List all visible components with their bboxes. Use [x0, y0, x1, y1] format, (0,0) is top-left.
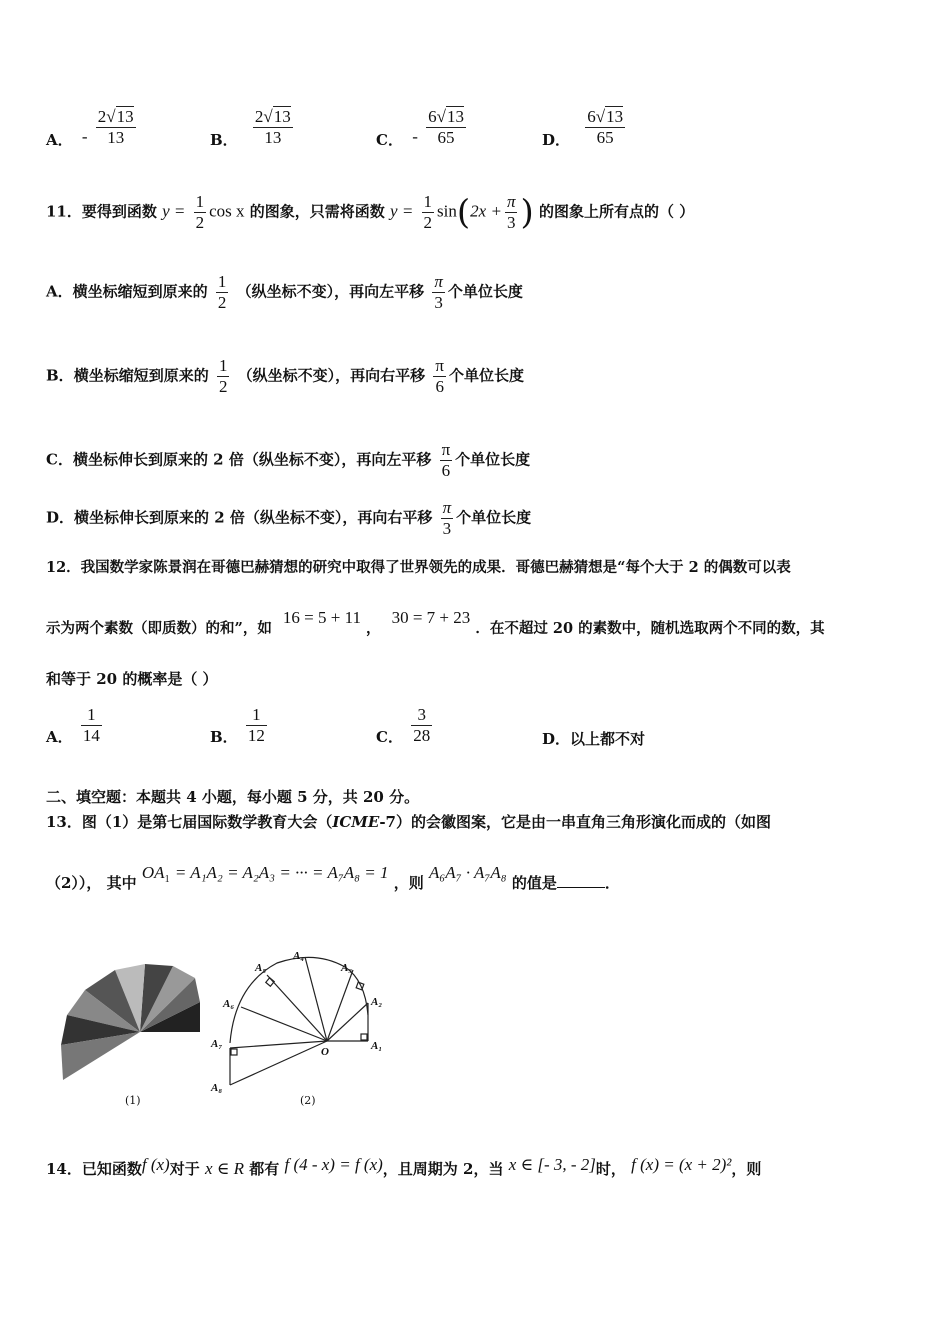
- q14-text-6: ，则: [731, 1160, 762, 1178]
- option-label: B．: [210, 727, 238, 746]
- label-a8: A₈: [211, 1082, 223, 1094]
- q11-stem: 11．要得到函数 y = $\frac{1}{2}$ cos x 的图象，只需将函数 y = $\frac{1}{2}$ sin(2x + $\frac{\pi}{3}$ ) 的图象上所有点的（ ）: [46, 192, 695, 233]
- q14-def: f (x) = (x + 2)²: [631, 1155, 732, 1174]
- denominator: 13: [264, 128, 282, 147]
- denominator: 2: [218, 377, 228, 396]
- q12-option-d: [542, 728, 645, 749]
- option-fraction: $\frac{2√13}{13}$: [97, 107, 134, 147]
- option-fraction: $\frac{2√13}{13}$: [254, 107, 291, 147]
- numerator: π: [442, 498, 452, 517]
- q11-func1-lhs: y =: [162, 201, 186, 221]
- option-fraction: [411, 705, 432, 746]
- numerator: 1: [423, 192, 433, 211]
- numerator: π: [441, 440, 451, 459]
- q12-line3: 和等于 20 的概率是（ ）: [46, 670, 218, 688]
- q13-line2-d: ．: [604, 874, 620, 892]
- denominator: 3: [442, 519, 452, 538]
- q10-option-d: [542, 107, 628, 148]
- denominator: 6: [441, 461, 451, 480]
- q12-eq2: 30 = 7 + 23: [391, 608, 471, 627]
- option-fraction: $\frac{6√13}{65}$: [587, 107, 624, 147]
- label-a6: A₆: [223, 998, 235, 1010]
- option-text-a: 横坐标缩短到原来的: [73, 366, 209, 385]
- q11-stem-c: 的图象上所有点的（ ）: [538, 202, 695, 221]
- option-text-a: 横坐标伸长到原来的 2 倍（纵坐标不变），再向左平移: [72, 450, 432, 469]
- q13-line1-a: 13．图（1）是第七届国际数学教育大会（: [46, 813, 333, 831]
- q12-line2-b: ．在不超过 20 的素数中，随机选取两个不同的数，其: [475, 620, 825, 637]
- q12-option-c: [376, 705, 435, 746]
- option-shift-fraction: [441, 498, 454, 539]
- numerator: 1: [195, 192, 205, 211]
- denominator: 2: [195, 213, 205, 232]
- label-a2: A₂: [371, 996, 383, 1008]
- denominator: 65: [596, 128, 614, 147]
- option-text-a: 横坐标缩短到原来的: [72, 282, 208, 301]
- option-text-c: 个单位长度: [455, 450, 531, 469]
- option-fraction: [217, 356, 230, 397]
- q13-eq-oa: OA: [141, 863, 165, 882]
- q14-xinr: x ∈ R: [204, 1159, 244, 1178]
- q13-line2: （2））， 其中 $OA_1 = A_1A_2 = A_2A_3$ = ··· = A₇A₈ = 1 ，则 A₆A₇ · A₇A₈ 的值是 ．: [46, 863, 620, 892]
- q12-line2: [46, 607, 825, 637]
- radicand: 13: [606, 107, 624, 126]
- option-shift-fraction: [432, 272, 445, 313]
- option-shift-fraction: [433, 356, 446, 397]
- q10-option-a: [46, 107, 139, 148]
- segment-o-a8: [230, 1041, 327, 1085]
- q12-option-a: [46, 705, 105, 746]
- q12-comma: ，: [366, 620, 381, 637]
- radicand: 13: [273, 107, 291, 126]
- q11-option-d: [46, 498, 531, 539]
- q14-text-5: 时，: [595, 1160, 626, 1178]
- coef: 6: [428, 107, 437, 126]
- label-o: O: [321, 1046, 329, 1058]
- q13-line1: [46, 811, 771, 832]
- option-fraction: [216, 272, 229, 313]
- right-angle-mark: [356, 982, 364, 990]
- q12-line2-a: 示为两个素数（即质数）的和”，如: [46, 620, 272, 637]
- option-fraction: [246, 705, 267, 746]
- q14-fx: f (x): [141, 1155, 170, 1174]
- q11-option-a: [46, 272, 523, 313]
- q11-func2-inner: 2x +: [470, 201, 502, 221]
- option-fraction: $\frac{6√13}{65}$: [428, 107, 464, 147]
- coef: 2: [97, 107, 107, 126]
- q14-domain: x ∈ [- 3, - 2]: [508, 1155, 596, 1174]
- denominator: 14: [82, 726, 100, 745]
- label-a4: A₄: [293, 950, 305, 962]
- option-text-b: （纵坐标不变），再向左平移: [236, 282, 425, 301]
- option-label: B．: [46, 366, 74, 385]
- denominator: 28: [413, 726, 431, 745]
- segment-o-a2: [327, 1003, 368, 1041]
- q11-option-c: [46, 440, 530, 481]
- q14-text-4: ，且周期为 2，当: [382, 1160, 504, 1178]
- q11-func1-fraction: [194, 192, 207, 233]
- option-label: A．: [46, 130, 73, 149]
- denominator: 65: [437, 128, 455, 147]
- q13-eq-rest: = A₁A₂ = A₂A₃ = ··· = A₇A₈ = 1: [174, 863, 389, 882]
- option-label: A．: [46, 282, 73, 301]
- right-angle-mark: [361, 1034, 367, 1040]
- option-label: C．: [376, 130, 403, 149]
- numerator: 1: [246, 705, 267, 726]
- answer-blank: [557, 873, 605, 888]
- q14-text-1: 14．已知函数: [46, 1160, 142, 1178]
- figure-1-caption: (1): [125, 1094, 141, 1107]
- q11-stem-a: 11．要得到函数: [46, 202, 157, 221]
- option-label: D．: [542, 130, 571, 149]
- label-a3: A₃: [341, 962, 353, 974]
- option-label: D．: [542, 730, 571, 748]
- option-sign: -: [412, 126, 418, 146]
- numerator: 1: [217, 272, 227, 291]
- denominator: 12: [247, 726, 265, 745]
- option-text-c: 个单位长度: [456, 508, 532, 527]
- option-label: C．: [46, 450, 73, 469]
- coef: 6: [587, 107, 596, 126]
- numerator: π: [434, 272, 443, 291]
- coef: 2: [254, 107, 264, 126]
- q11-func2-inner-fraction: [505, 192, 518, 233]
- segment-o-a6: [241, 1007, 327, 1041]
- q14-line1: [46, 1155, 762, 1179]
- q12-line1: 12．我国数学家陈景润在哥德巴赫猜想的研究中取得了世界领先的成果．哥德巴赫猜想是“每个大于 2 的偶数可以表: [46, 559, 791, 576]
- section-heading: 二、填空题：本题共 4 小题，每小题 5 分，共 20 分。: [46, 788, 420, 806]
- numerator: π: [506, 192, 516, 211]
- option-fraction: [81, 705, 102, 746]
- denominator: 2: [423, 213, 433, 232]
- q11-func1-rhs: cos x: [209, 201, 245, 221]
- q14-eq: f (4 - x) = f (x): [284, 1155, 383, 1174]
- option-label: C．: [376, 727, 403, 746]
- q14-text-2: 对于: [169, 1160, 200, 1178]
- q11-func2-lhs: y =: [390, 201, 414, 221]
- q10-option-b: [210, 107, 296, 148]
- q13-line2-c: 的值是: [511, 874, 557, 892]
- q13-dot-expr: A₆A₇ · A₇A₈: [429, 863, 507, 882]
- q11-func2-fraction: [422, 192, 435, 233]
- q13-line2-a: （2））， 其中: [46, 874, 137, 892]
- option-label: D．: [46, 508, 75, 527]
- q11-option-b: [46, 356, 524, 397]
- option-label: A．: [46, 727, 73, 746]
- label-a5: A₅: [255, 962, 267, 974]
- option-sign: -: [81, 126, 88, 146]
- denominator: 2: [217, 293, 227, 312]
- option-text-c: 个单位长度: [447, 282, 523, 301]
- q13-icme: ICME: [332, 813, 380, 831]
- q13-line2-b: ，则: [393, 874, 424, 892]
- denominator: 6: [435, 377, 444, 396]
- q10-option-c: [376, 107, 469, 148]
- denominator: 13: [107, 128, 125, 147]
- numerator: 1: [81, 705, 102, 726]
- q13-line1-b: -7）的会徽图案，它是由一串直角三角形演化而成的（如图: [379, 813, 771, 831]
- numerator: 1: [218, 356, 228, 375]
- label-a7: A₇: [211, 1038, 223, 1050]
- option-label: B．: [210, 130, 238, 149]
- option-text-c: 个单位长度: [449, 366, 525, 385]
- figure-2-spiral: [205, 945, 395, 1095]
- figure-2-caption: (2): [300, 1094, 316, 1107]
- radicand: 13: [116, 107, 134, 126]
- radicand: 13: [446, 107, 464, 126]
- option-text-b: （纵坐标不变），再向右平移: [237, 366, 426, 385]
- q12-option-b: [210, 705, 270, 746]
- option-text: 以上都不对: [570, 730, 646, 748]
- figure-1-emblem: [55, 960, 210, 1090]
- q12-eq1: 16 = 5 + 11: [282, 608, 361, 627]
- q11-func2-fn: sin: [437, 201, 457, 221]
- option-shift-fraction: [440, 440, 453, 481]
- denominator: 3: [434, 293, 443, 312]
- option-text-a: 横坐标伸长到原来的 2 倍（纵坐标不变），再向右平移: [74, 508, 433, 527]
- q11-stem-b: 的图象，只需将函数: [249, 202, 385, 221]
- segment-o-a3: [327, 970, 353, 1041]
- numerator: 3: [411, 705, 432, 726]
- label-a1: A₁: [371, 1040, 383, 1052]
- right-angle-mark: [231, 1049, 237, 1055]
- q14-text-3: 都有: [249, 1160, 280, 1178]
- denominator: 3: [506, 213, 516, 232]
- numerator: π: [435, 356, 445, 375]
